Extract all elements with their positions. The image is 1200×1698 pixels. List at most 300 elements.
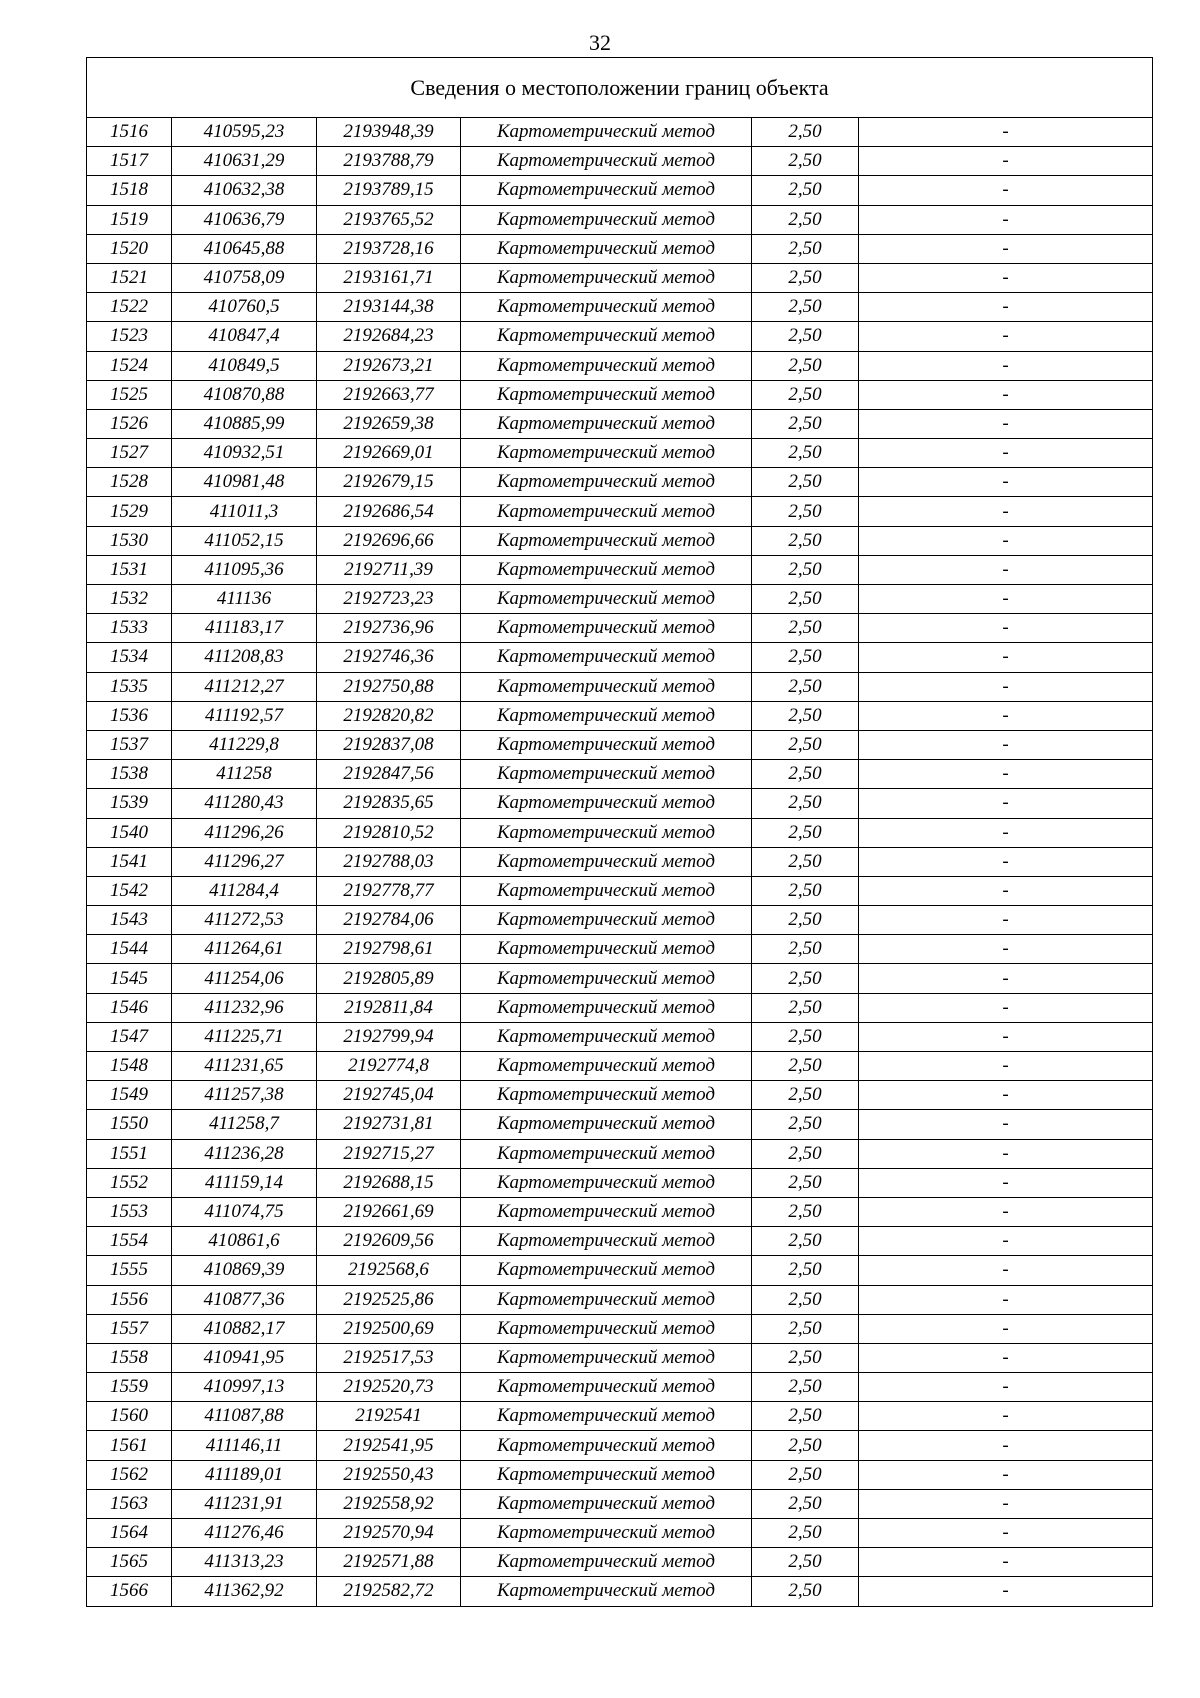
- x-coordinate-cell: 411254,06: [172, 964, 317, 993]
- description-cell: -: [859, 1227, 1153, 1256]
- table-row: [87, 555, 1153, 584]
- x-coordinate-cell: 410941,95: [172, 1343, 317, 1372]
- table-row: [87, 205, 1153, 234]
- method-cell: Картометрический метод: [461, 964, 752, 993]
- table-row: [87, 1577, 1153, 1606]
- accuracy-cell: 2,50: [752, 409, 859, 438]
- point-number-cell: 1534: [87, 643, 172, 672]
- description-cell: -: [859, 789, 1153, 818]
- x-coordinate-cell: 411212,27: [172, 672, 317, 701]
- accuracy-cell: 2,50: [752, 1402, 859, 1431]
- accuracy-cell: 2,50: [752, 439, 859, 468]
- table-row: [87, 263, 1153, 292]
- y-coordinate-cell: 2193948,39: [317, 118, 461, 147]
- x-coordinate-cell: 410870,88: [172, 380, 317, 409]
- x-coordinate-cell: 410645,88: [172, 234, 317, 263]
- x-coordinate-cell: 411264,61: [172, 935, 317, 964]
- method-cell: Картометрический метод: [461, 614, 752, 643]
- description-cell: -: [859, 672, 1153, 701]
- table-title-row: [87, 58, 1153, 118]
- description-cell: -: [859, 439, 1153, 468]
- y-coordinate-cell: 2192798,61: [317, 935, 461, 964]
- y-coordinate-cell: 2192686,54: [317, 497, 461, 526]
- description-cell: -: [859, 176, 1153, 205]
- table-title: Сведения о местоположении границ объекта: [87, 58, 1153, 118]
- table-row: [87, 1343, 1153, 1372]
- table-row: [87, 1168, 1153, 1197]
- method-cell: Картометрический метод: [461, 147, 752, 176]
- y-coordinate-cell: 2192811,84: [317, 993, 461, 1022]
- table-row: [87, 1402, 1153, 1431]
- point-number-cell: 1538: [87, 760, 172, 789]
- table-row: [87, 1197, 1153, 1226]
- page-number: 32: [589, 30, 611, 55]
- accuracy-cell: 2,50: [752, 351, 859, 380]
- accuracy-cell: 2,50: [752, 1577, 859, 1606]
- accuracy-cell: 2,50: [752, 643, 859, 672]
- x-coordinate-cell: 411229,8: [172, 730, 317, 759]
- table-row: [87, 1548, 1153, 1577]
- table-row: [87, 526, 1153, 555]
- description-cell: -: [859, 409, 1153, 438]
- y-coordinate-cell: 2192661,69: [317, 1197, 461, 1226]
- point-number-cell: 1519: [87, 205, 172, 234]
- accuracy-cell: 2,50: [752, 234, 859, 263]
- description-cell: -: [859, 643, 1153, 672]
- y-coordinate-cell: 2192837,08: [317, 730, 461, 759]
- accuracy-cell: 2,50: [752, 147, 859, 176]
- table-row: [87, 1489, 1153, 1518]
- method-cell: Картометрический метод: [461, 1052, 752, 1081]
- table-row: [87, 1081, 1153, 1110]
- accuracy-cell: 2,50: [752, 847, 859, 876]
- point-number-cell: 1547: [87, 1022, 172, 1051]
- x-coordinate-cell: 411258: [172, 760, 317, 789]
- method-cell: Картометрический метод: [461, 176, 752, 205]
- method-cell: Картометрический метод: [461, 906, 752, 935]
- x-coordinate-cell: 410636,79: [172, 205, 317, 234]
- y-coordinate-cell: 2192746,36: [317, 643, 461, 672]
- method-cell: Картометрический метод: [461, 1343, 752, 1372]
- description-cell: -: [859, 1402, 1153, 1431]
- table-row: [87, 760, 1153, 789]
- description-cell: -: [859, 1285, 1153, 1314]
- method-cell: Картометрический метод: [461, 1110, 752, 1139]
- y-coordinate-cell: 2192541: [317, 1402, 461, 1431]
- point-number-cell: 1522: [87, 293, 172, 322]
- y-coordinate-cell: 2192571,88: [317, 1548, 461, 1577]
- y-coordinate-cell: 2192805,89: [317, 964, 461, 993]
- accuracy-cell: 2,50: [752, 1081, 859, 1110]
- description-cell: -: [859, 935, 1153, 964]
- method-cell: Картометрический метод: [461, 1431, 752, 1460]
- y-coordinate-cell: 2192778,77: [317, 876, 461, 905]
- accuracy-cell: 2,50: [752, 1373, 859, 1402]
- table-row: [87, 147, 1153, 176]
- accuracy-cell: 2,50: [752, 205, 859, 234]
- point-number-cell: 1558: [87, 1343, 172, 1372]
- y-coordinate-cell: 2192570,94: [317, 1519, 461, 1548]
- method-cell: Картометрический метод: [461, 1577, 752, 1606]
- y-coordinate-cell: 2193789,15: [317, 176, 461, 205]
- x-coordinate-cell: 411232,96: [172, 993, 317, 1022]
- description-cell: -: [859, 1110, 1153, 1139]
- point-number-cell: 1566: [87, 1577, 172, 1606]
- point-number-cell: 1559: [87, 1373, 172, 1402]
- y-coordinate-cell: 2192525,86: [317, 1285, 461, 1314]
- point-number-cell: 1518: [87, 176, 172, 205]
- method-cell: Картометрический метод: [461, 935, 752, 964]
- description-cell: -: [859, 263, 1153, 292]
- method-cell: Картометрический метод: [461, 322, 752, 351]
- x-coordinate-cell: 411074,75: [172, 1197, 317, 1226]
- table-row: [87, 351, 1153, 380]
- y-coordinate-cell: 2193765,52: [317, 205, 461, 234]
- point-number-cell: 1545: [87, 964, 172, 993]
- y-coordinate-cell: 2192788,03: [317, 847, 461, 876]
- description-cell: -: [859, 1314, 1153, 1343]
- point-number-cell: 1541: [87, 847, 172, 876]
- point-number-cell: 1563: [87, 1489, 172, 1518]
- description-cell: -: [859, 1519, 1153, 1548]
- table-row: [87, 1373, 1153, 1402]
- table-row: [87, 730, 1153, 759]
- description-cell: -: [859, 1548, 1153, 1577]
- point-number-cell: 1552: [87, 1168, 172, 1197]
- point-number-cell: 1542: [87, 876, 172, 905]
- x-coordinate-cell: 411362,92: [172, 1577, 317, 1606]
- x-coordinate-cell: 410981,48: [172, 468, 317, 497]
- y-coordinate-cell: 2192774,8: [317, 1052, 461, 1081]
- table-row: [87, 380, 1153, 409]
- method-cell: Картометрический метод: [461, 1139, 752, 1168]
- table-row: [87, 1110, 1153, 1139]
- point-number-cell: 1527: [87, 439, 172, 468]
- y-coordinate-cell: 2192679,15: [317, 468, 461, 497]
- method-cell: Картометрический метод: [461, 555, 752, 584]
- accuracy-cell: 2,50: [752, 1431, 859, 1460]
- point-number-cell: 1561: [87, 1431, 172, 1460]
- table-row: [87, 234, 1153, 263]
- y-coordinate-cell: 2193144,38: [317, 293, 461, 322]
- method-cell: Картометрический метод: [461, 1402, 752, 1431]
- x-coordinate-cell: 411276,46: [172, 1519, 317, 1548]
- point-number-cell: 1555: [87, 1256, 172, 1285]
- point-number-cell: 1536: [87, 701, 172, 730]
- table-row: [87, 409, 1153, 438]
- description-cell: -: [859, 147, 1153, 176]
- y-coordinate-cell: 2193728,16: [317, 234, 461, 263]
- accuracy-cell: 2,50: [752, 1519, 859, 1548]
- table-row: [87, 935, 1153, 964]
- method-cell: Картометрический метод: [461, 760, 752, 789]
- point-number-cell: 1521: [87, 263, 172, 292]
- y-coordinate-cell: 2192673,21: [317, 351, 461, 380]
- description-cell: -: [859, 1197, 1153, 1226]
- point-number-cell: 1523: [87, 322, 172, 351]
- x-coordinate-cell: 410861,6: [172, 1227, 317, 1256]
- method-cell: Картометрический метод: [461, 205, 752, 234]
- table-row: [87, 847, 1153, 876]
- x-coordinate-cell: 411225,71: [172, 1022, 317, 1051]
- x-coordinate-cell: 411146,11: [172, 1431, 317, 1460]
- x-coordinate-cell: 410631,29: [172, 147, 317, 176]
- method-cell: Картометрический метод: [461, 643, 752, 672]
- point-number-cell: 1553: [87, 1197, 172, 1226]
- y-coordinate-cell: 2192715,27: [317, 1139, 461, 1168]
- table-row: [87, 643, 1153, 672]
- y-coordinate-cell: 2192820,82: [317, 701, 461, 730]
- table-row: [87, 1431, 1153, 1460]
- accuracy-cell: 2,50: [752, 118, 859, 147]
- table-row: [87, 789, 1153, 818]
- accuracy-cell: 2,50: [752, 906, 859, 935]
- method-cell: Картометрический метод: [461, 118, 752, 147]
- method-cell: Картометрический метод: [461, 876, 752, 905]
- point-number-cell: 1535: [87, 672, 172, 701]
- y-coordinate-cell: 2192799,94: [317, 1022, 461, 1051]
- method-cell: Картометрический метод: [461, 234, 752, 263]
- accuracy-cell: 2,50: [752, 555, 859, 584]
- table-row: [87, 964, 1153, 993]
- point-number-cell: 1539: [87, 789, 172, 818]
- accuracy-cell: 2,50: [752, 1256, 859, 1285]
- y-coordinate-cell: 2192736,96: [317, 614, 461, 643]
- y-coordinate-cell: 2192659,38: [317, 409, 461, 438]
- table-row: [87, 701, 1153, 730]
- description-cell: -: [859, 906, 1153, 935]
- description-cell: -: [859, 205, 1153, 234]
- method-cell: Картометрический метод: [461, 585, 752, 614]
- method-cell: Картометрический метод: [461, 789, 752, 818]
- point-number-cell: 1546: [87, 993, 172, 1022]
- accuracy-cell: 2,50: [752, 789, 859, 818]
- x-coordinate-cell: 410849,5: [172, 351, 317, 380]
- description-cell: -: [859, 818, 1153, 847]
- method-cell: Картометрический метод: [461, 1197, 752, 1226]
- accuracy-cell: 2,50: [752, 526, 859, 555]
- x-coordinate-cell: 410758,09: [172, 263, 317, 292]
- y-coordinate-cell: 2192688,15: [317, 1168, 461, 1197]
- table-row: [87, 818, 1153, 847]
- method-cell: Картометрический метод: [461, 1168, 752, 1197]
- x-coordinate-cell: 410882,17: [172, 1314, 317, 1343]
- accuracy-cell: 2,50: [752, 497, 859, 526]
- accuracy-cell: 2,50: [752, 468, 859, 497]
- x-coordinate-cell: 410932,51: [172, 439, 317, 468]
- method-cell: Картометрический метод: [461, 526, 752, 555]
- point-number-cell: 1537: [87, 730, 172, 759]
- method-cell: Картометрический метод: [461, 293, 752, 322]
- y-coordinate-cell: 2192568,6: [317, 1256, 461, 1285]
- table-row: [87, 906, 1153, 935]
- accuracy-cell: 2,50: [752, 1227, 859, 1256]
- x-coordinate-cell: 411280,43: [172, 789, 317, 818]
- x-coordinate-cell: 411236,28: [172, 1139, 317, 1168]
- method-cell: Картометрический метод: [461, 1373, 752, 1402]
- x-coordinate-cell: 411231,91: [172, 1489, 317, 1518]
- accuracy-cell: 2,50: [752, 322, 859, 351]
- point-number-cell: 1531: [87, 555, 172, 584]
- point-number-cell: 1532: [87, 585, 172, 614]
- method-cell: Картометрический метод: [461, 701, 752, 730]
- y-coordinate-cell: 2192750,88: [317, 672, 461, 701]
- method-cell: Картометрический метод: [461, 409, 752, 438]
- accuracy-cell: 2,50: [752, 876, 859, 905]
- point-number-cell: 1548: [87, 1052, 172, 1081]
- y-coordinate-cell: 2192520,73: [317, 1373, 461, 1402]
- description-cell: -: [859, 730, 1153, 759]
- point-number-cell: 1551: [87, 1139, 172, 1168]
- point-number-cell: 1526: [87, 409, 172, 438]
- accuracy-cell: 2,50: [752, 730, 859, 759]
- method-cell: Картометрический метод: [461, 730, 752, 759]
- description-cell: -: [859, 1052, 1153, 1081]
- description-cell: -: [859, 497, 1153, 526]
- accuracy-cell: 2,50: [752, 1168, 859, 1197]
- y-coordinate-cell: 2192723,23: [317, 585, 461, 614]
- method-cell: Картометрический метод: [461, 1227, 752, 1256]
- method-cell: Картометрический метод: [461, 1489, 752, 1518]
- point-number-cell: 1517: [87, 147, 172, 176]
- point-number-cell: 1524: [87, 351, 172, 380]
- y-coordinate-cell: 2192835,65: [317, 789, 461, 818]
- x-coordinate-cell: 410760,5: [172, 293, 317, 322]
- point-number-cell: 1557: [87, 1314, 172, 1343]
- description-cell: -: [859, 964, 1153, 993]
- point-number-cell: 1525: [87, 380, 172, 409]
- accuracy-cell: 2,50: [752, 1197, 859, 1226]
- description-cell: -: [859, 614, 1153, 643]
- accuracy-cell: 2,50: [752, 585, 859, 614]
- accuracy-cell: 2,50: [752, 672, 859, 701]
- description-cell: -: [859, 1081, 1153, 1110]
- description-cell: -: [859, 1256, 1153, 1285]
- x-coordinate-cell: 410997,13: [172, 1373, 317, 1402]
- y-coordinate-cell: 2193161,71: [317, 263, 461, 292]
- accuracy-cell: 2,50: [752, 1343, 859, 1372]
- description-cell: -: [859, 876, 1153, 905]
- x-coordinate-cell: 411258,7: [172, 1110, 317, 1139]
- accuracy-cell: 2,50: [752, 1548, 859, 1577]
- description-cell: -: [859, 118, 1153, 147]
- x-coordinate-cell: 411296,26: [172, 818, 317, 847]
- table-row: [87, 497, 1153, 526]
- point-number-cell: 1543: [87, 906, 172, 935]
- table-row: [87, 322, 1153, 351]
- y-coordinate-cell: 2193788,79: [317, 147, 461, 176]
- method-cell: Картометрический метод: [461, 1314, 752, 1343]
- description-cell: -: [859, 380, 1153, 409]
- description-cell: -: [859, 701, 1153, 730]
- point-number-cell: 1530: [87, 526, 172, 555]
- description-cell: -: [859, 1489, 1153, 1518]
- accuracy-cell: 2,50: [752, 176, 859, 205]
- y-coordinate-cell: 2192609,56: [317, 1227, 461, 1256]
- method-cell: Картометрический метод: [461, 818, 752, 847]
- method-cell: Картометрический метод: [461, 672, 752, 701]
- description-cell: -: [859, 322, 1153, 351]
- table-row: [87, 1227, 1153, 1256]
- x-coordinate-cell: 410869,39: [172, 1256, 317, 1285]
- x-coordinate-cell: 410885,99: [172, 409, 317, 438]
- point-number-cell: 1529: [87, 497, 172, 526]
- table-row: [87, 293, 1153, 322]
- x-coordinate-cell: 411087,88: [172, 1402, 317, 1431]
- method-cell: Картометрический метод: [461, 1022, 752, 1051]
- table-row: [87, 1022, 1153, 1051]
- description-cell: -: [859, 1373, 1153, 1402]
- point-number-cell: 1565: [87, 1548, 172, 1577]
- description-cell: -: [859, 555, 1153, 584]
- point-number-cell: 1516: [87, 118, 172, 147]
- x-coordinate-cell: 410877,36: [172, 1285, 317, 1314]
- point-number-cell: 1520: [87, 234, 172, 263]
- point-number-cell: 1544: [87, 935, 172, 964]
- description-cell: -: [859, 293, 1153, 322]
- accuracy-cell: 2,50: [752, 701, 859, 730]
- x-coordinate-cell: 411208,83: [172, 643, 317, 672]
- description-cell: -: [859, 993, 1153, 1022]
- description-cell: -: [859, 351, 1153, 380]
- x-coordinate-cell: 411284,4: [172, 876, 317, 905]
- description-cell: -: [859, 1460, 1153, 1489]
- accuracy-cell: 2,50: [752, 1314, 859, 1343]
- accuracy-cell: 2,50: [752, 1285, 859, 1314]
- table-row: [87, 672, 1153, 701]
- y-coordinate-cell: 2192711,39: [317, 555, 461, 584]
- description-cell: -: [859, 1168, 1153, 1197]
- description-cell: -: [859, 1022, 1153, 1051]
- y-coordinate-cell: 2192558,92: [317, 1489, 461, 1518]
- x-coordinate-cell: 411313,23: [172, 1548, 317, 1577]
- table-row: [87, 118, 1153, 147]
- method-cell: Картометрический метод: [461, 1460, 752, 1489]
- y-coordinate-cell: 2192517,53: [317, 1343, 461, 1372]
- point-number-cell: 1562: [87, 1460, 172, 1489]
- point-number-cell: 1528: [87, 468, 172, 497]
- method-cell: Картометрический метод: [461, 497, 752, 526]
- accuracy-cell: 2,50: [752, 935, 859, 964]
- method-cell: Картометрический метод: [461, 468, 752, 497]
- table-row: [87, 1314, 1153, 1343]
- y-coordinate-cell: 2192784,06: [317, 906, 461, 935]
- accuracy-cell: 2,50: [752, 760, 859, 789]
- method-cell: Картометрический метод: [461, 1081, 752, 1110]
- x-coordinate-cell: 411257,38: [172, 1081, 317, 1110]
- x-coordinate-cell: 411272,53: [172, 906, 317, 935]
- table-row: [87, 876, 1153, 905]
- x-coordinate-cell: 411231,65: [172, 1052, 317, 1081]
- method-cell: Картометрический метод: [461, 1285, 752, 1314]
- description-cell: -: [859, 1139, 1153, 1168]
- accuracy-cell: 2,50: [752, 380, 859, 409]
- description-cell: -: [859, 585, 1153, 614]
- point-number-cell: 1550: [87, 1110, 172, 1139]
- description-cell: -: [859, 234, 1153, 263]
- x-coordinate-cell: 411189,01: [172, 1460, 317, 1489]
- table-row: [87, 1052, 1153, 1081]
- description-cell: -: [859, 1431, 1153, 1460]
- point-number-cell: 1556: [87, 1285, 172, 1314]
- x-coordinate-cell: 410595,23: [172, 118, 317, 147]
- method-cell: Картометрический метод: [461, 1519, 752, 1548]
- x-coordinate-cell: 410847,4: [172, 322, 317, 351]
- accuracy-cell: 2,50: [752, 1052, 859, 1081]
- y-coordinate-cell: 2192810,52: [317, 818, 461, 847]
- method-cell: Картометрический метод: [461, 380, 752, 409]
- accuracy-cell: 2,50: [752, 263, 859, 292]
